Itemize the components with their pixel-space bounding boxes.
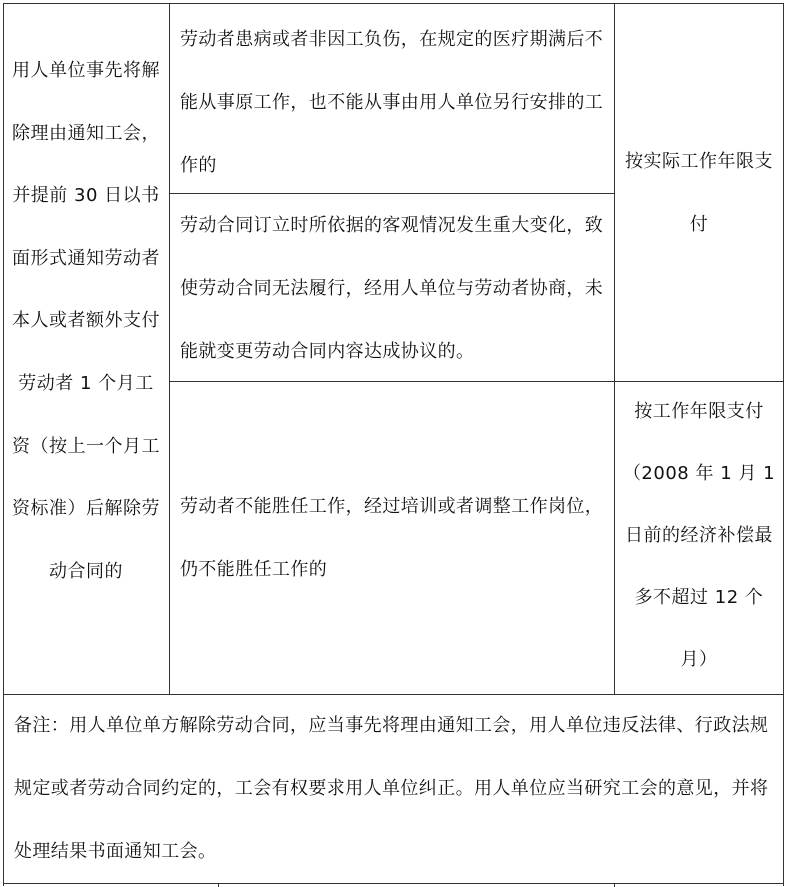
condition-incompetence-cell: 劳动者不能胜任工作，经过培训或者调整工作岗位，仍不能胜任工作的 — [180, 496, 604, 580]
termination-procedure-cell: 用人单位事先将解除理由通知工会，并提前 30 日以书面形式通知劳动者本人或者额外支付劳动者 1 个月工资（按上一个月工资标准）后解除劳动合同的 — [12, 60, 160, 582]
bottom-row-divider — [3, 883, 784, 884]
payment-actual-years-cell: 按实际工作年限支付 — [625, 151, 773, 235]
bottom-row-tick-2 — [614, 883, 615, 887]
bottom-row-tick-1 — [218, 883, 219, 887]
vertical-divider-left — [169, 3, 170, 694]
remark-note: 备注：用人单位单方解除劳动合同，应当事先将理由通知工会，用人单位违反法律、行政法规规定或者劳动合同约定的，工会有权要求用人单位纠正。用人单位应当研究工会的意见，并将处理结果书面通知工会。 — [14, 715, 769, 862]
payment-years-with-cap-cell: 按工作年限支付（2008 年 1 月 1 日前的经济补偿最多不超过 12 个月） — [622, 401, 776, 670]
vertical-divider-right — [614, 3, 615, 694]
condition-illness-cell: 劳动者患病或者非因工负伤，在规定的医疗期满后不能从事原工作，也不能从事由用人单位另行安排的工作的 — [180, 29, 604, 176]
condition-circumstance-change-cell: 劳动合同订立时所依据的客观情况发生重大变化，致使劳动合同无法履行，经用人单位与劳动者协商，未能就变更劳动合同内容达成协议的。 — [180, 215, 604, 362]
